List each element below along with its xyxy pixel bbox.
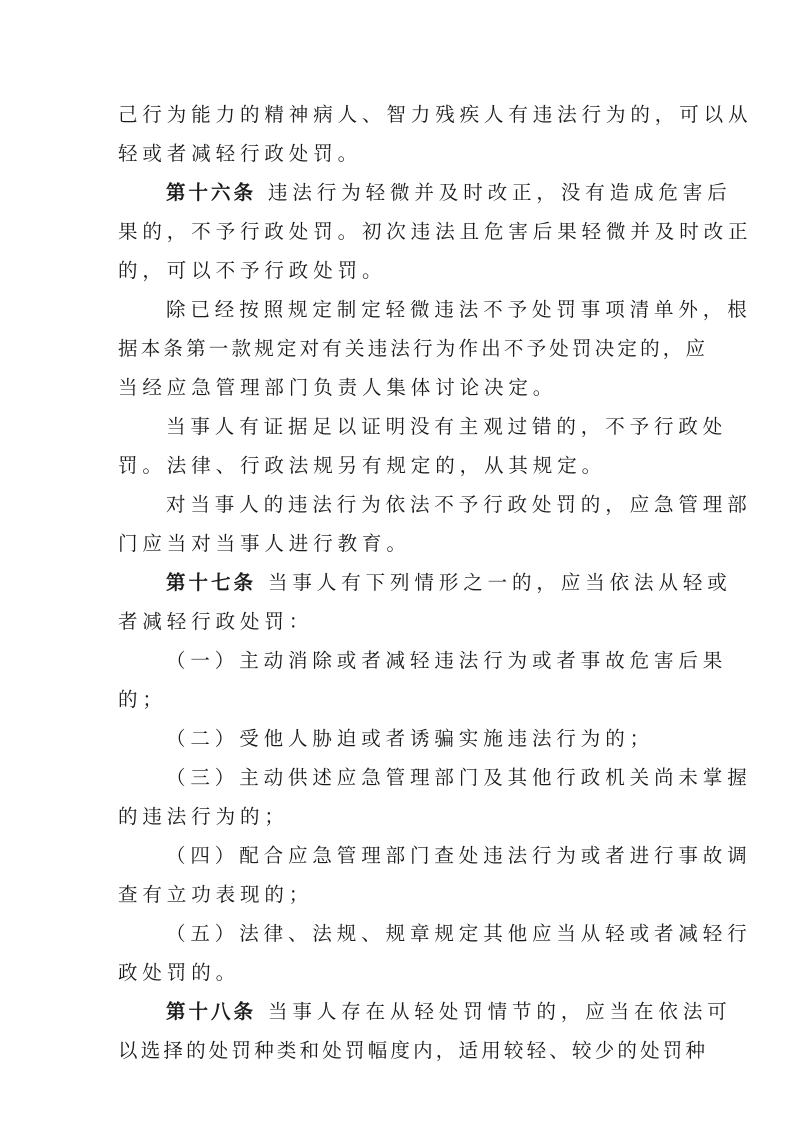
text-line: 者减轻行政处罚： bbox=[118, 610, 314, 633]
list-item: （四）配合应急管理部门查处违法行为或者进行事故调 bbox=[166, 844, 752, 867]
article-16 bbox=[166, 179, 732, 207]
text-line: 门应当对当事人进行教育。 bbox=[118, 532, 411, 555]
text-line: 以选择的处罚种类和处罚幅度内，适用较轻、较少的处罚种 bbox=[118, 1039, 709, 1062]
list-item: （三）主动供述应急管理部门及其他行政机关尚未掌握 bbox=[166, 766, 752, 789]
text-line: 的违法行为的； bbox=[118, 805, 289, 828]
article-16-title: 第十六条 bbox=[166, 181, 257, 204]
text-line: 罚。法律、行政法规另有规定的，从其规定。 bbox=[118, 454, 607, 477]
text-line: 轻或者减轻行政处罚。 bbox=[118, 142, 363, 165]
text-line: 政处罚的。 bbox=[118, 961, 241, 984]
article-17-title: 第十七条 bbox=[166, 571, 257, 594]
list-item: （二）受他人胁迫或者诱骗实施违法行为的； bbox=[166, 727, 655, 750]
text-line: 己行为能力的精神病人、智力残疾人有违法行为的，可以从 bbox=[118, 103, 753, 126]
article-17-text: 当事人有下列情形之一的，应当依法从轻或 bbox=[268, 571, 732, 594]
text-line: 查有立功表现的； bbox=[118, 883, 314, 906]
list-item: （一）主动消除或者减轻违法行为或者事故危害后果 bbox=[166, 649, 728, 672]
article-16-text: 违法行为轻微并及时改正，没有造成危害后 bbox=[268, 181, 732, 204]
article-18-title: 第十八条 bbox=[166, 1000, 257, 1023]
text-line: 果的，不予行政处罚。初次违法且危害后果轻微并及时改正 bbox=[118, 220, 753, 243]
text-line: 对当事人的违法行为依法不予行政处罚的，应急管理部 bbox=[166, 493, 752, 516]
text-line: 据本条第一款规定对有关违法行为作出不予处罚决定的，应 bbox=[118, 337, 709, 360]
article-18 bbox=[166, 998, 732, 1026]
text-line: 当经应急管理部门负责人集体讨论决定。 bbox=[118, 376, 558, 399]
text-line: 的； bbox=[118, 688, 167, 711]
list-item: （五）法律、法规、规章规定其他应当从轻或者减轻行 bbox=[166, 922, 752, 945]
article-17 bbox=[166, 569, 732, 597]
text-line: 的，可以不予行政处罚。 bbox=[118, 259, 387, 282]
article-18-text: 当事人存在从轻处罚情节的，应当在依法可 bbox=[268, 1000, 732, 1023]
text-line: 当事人有证据足以证明没有主观过错的，不予行政处 bbox=[166, 415, 728, 438]
text-line: 除已经按照规定制定轻微违法不予处罚事项清单外，根 bbox=[166, 298, 752, 321]
